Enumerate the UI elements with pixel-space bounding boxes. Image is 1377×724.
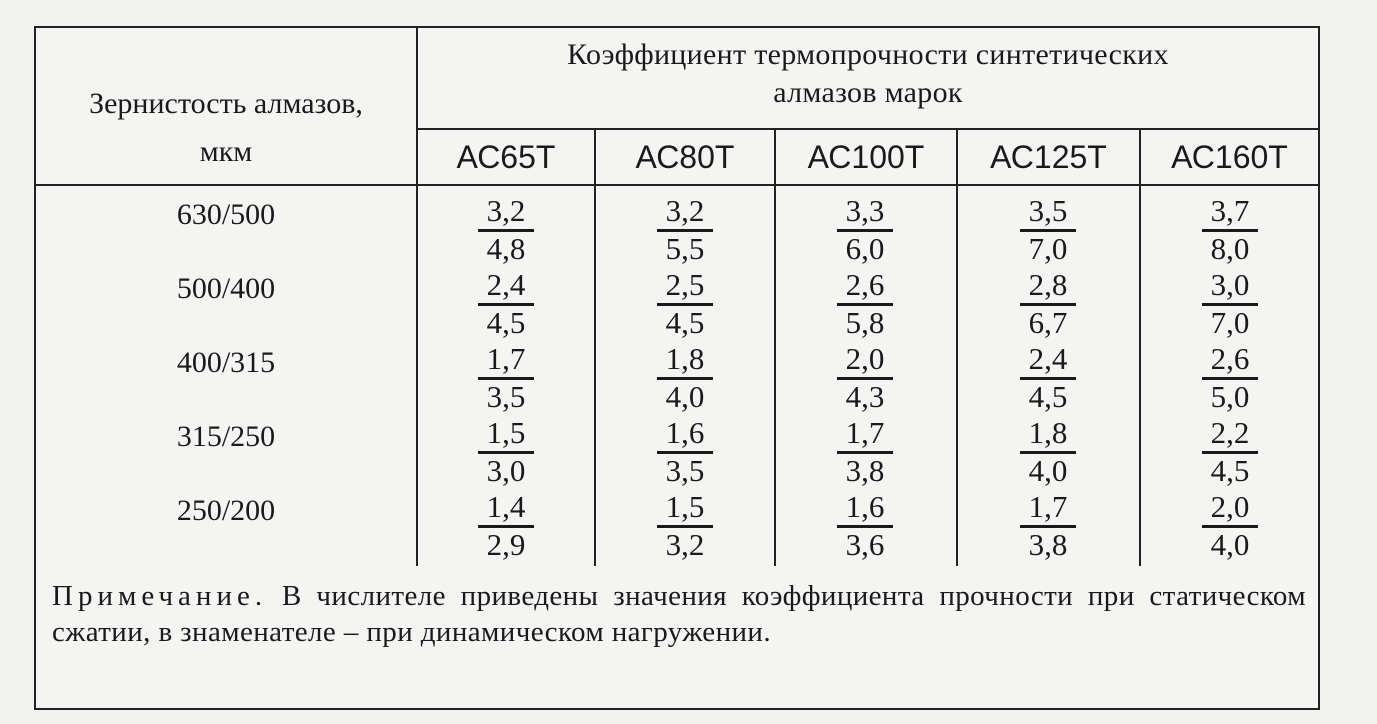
dynamic-strength-value: 7,0 <box>1028 231 1068 266</box>
dynamic-strength-value: 7,0 <box>1210 305 1250 340</box>
grade-header-ac80t: АС80Т <box>635 139 735 175</box>
dynamic-strength-value: 5,8 <box>845 305 885 340</box>
dynamic-strength-value: 3,2 <box>665 527 705 562</box>
table-note <box>52 578 1306 650</box>
dynamic-strength-value: 4,5 <box>1028 379 1068 414</box>
thermal-strength-table <box>36 28 1318 566</box>
dynamic-strength-value: 4,8 <box>486 231 526 266</box>
dynamic-strength-value: 4,3 <box>845 379 885 414</box>
row-header-line-1: Зернистость алмазов, <box>89 87 363 120</box>
grain-size-cell: 400/315 <box>176 346 276 379</box>
static-strength-value: 2,0 <box>845 341 885 376</box>
fraction-cell <box>476 342 536 414</box>
dynamic-strength-value: 5,5 <box>665 231 705 266</box>
dynamic-strength-value: 4,5 <box>1210 453 1250 488</box>
col-divider-1 <box>594 128 596 566</box>
grade-header-ac65t: АС65Т <box>456 139 556 175</box>
grain-size-cell: 630/500 <box>176 198 276 231</box>
note-text: В числителе приведены значения коэффициента прочности при статическом сжатии, в знаменателе – при динамическом нагружении. <box>52 580 1306 648</box>
group-header-line-1: Коэффициент термопрочности синтетических <box>567 38 1169 71</box>
fraction-cell <box>655 490 715 562</box>
static-strength-value: 3,3 <box>845 193 885 228</box>
col-divider-4 <box>1139 128 1141 566</box>
fraction-cell <box>476 194 536 266</box>
static-strength-value: 1,5 <box>665 489 705 524</box>
dynamic-strength-value: 3,0 <box>486 453 526 488</box>
static-strength-value: 3,7 <box>1210 193 1250 228</box>
static-strength-value: 1,6 <box>845 489 885 524</box>
static-strength-value: 1,7 <box>1028 489 1068 524</box>
static-strength-value: 1,7 <box>845 415 885 450</box>
grade-header-ac100t: АС100Т <box>807 139 925 175</box>
fraction-cell <box>835 268 895 340</box>
fraction-cell <box>835 490 895 562</box>
col-divider-2 <box>774 128 776 566</box>
static-strength-value: 3,2 <box>665 193 705 228</box>
static-strength-value: 1,4 <box>486 489 526 524</box>
static-strength-value: 2,4 <box>1028 341 1068 376</box>
row-header <box>36 80 416 176</box>
static-strength-value: 1,8 <box>665 341 705 376</box>
grain-size-cell: 315/250 <box>176 420 276 453</box>
fraction-cell <box>476 490 536 562</box>
fraction-cell <box>1018 194 1078 266</box>
fraction-cell <box>835 342 895 414</box>
fraction-cell <box>1200 490 1260 562</box>
grade-header-ac160t: АС160Т <box>1171 139 1288 175</box>
static-strength-value: 2,8 <box>1028 267 1068 302</box>
header-bottom-rule <box>36 184 1318 186</box>
dynamic-strength-value: 4,0 <box>1210 527 1250 562</box>
static-strength-value: 2,5 <box>665 267 705 302</box>
dynamic-strength-value: 6,7 <box>1028 305 1068 340</box>
grade-header-ac125t: АС125Т <box>990 139 1107 175</box>
dynamic-strength-value: 4,0 <box>1028 453 1068 488</box>
table-frame <box>34 26 1320 710</box>
dynamic-strength-value: 4,0 <box>665 379 705 414</box>
static-strength-value: 3,0 <box>1210 267 1250 302</box>
static-strength-value: 2,6 <box>845 267 885 302</box>
col-divider-3 <box>956 128 958 566</box>
dynamic-strength-value: 6,0 <box>845 231 885 266</box>
static-strength-value: 1,6 <box>665 415 705 450</box>
fraction-cell <box>1200 416 1260 488</box>
note-label: Примечание. <box>52 580 268 612</box>
static-strength-value: 2,2 <box>1210 415 1250 450</box>
fraction-cell <box>1018 268 1078 340</box>
fraction-cell <box>1018 490 1078 562</box>
static-strength-value: 1,5 <box>486 415 526 450</box>
fraction-cell <box>655 268 715 340</box>
static-strength-value: 1,8 <box>1028 415 1068 450</box>
fraction-cell <box>1200 268 1260 340</box>
fraction-cell <box>476 416 536 488</box>
dynamic-strength-value: 3,5 <box>486 379 526 414</box>
static-strength-value: 2,6 <box>1210 341 1250 376</box>
fraction-cell <box>835 194 895 266</box>
static-strength-value: 2,4 <box>486 267 526 302</box>
dynamic-strength-value: 3,8 <box>1028 527 1068 562</box>
dynamic-strength-value: 3,6 <box>845 527 885 562</box>
dynamic-strength-value: 4,5 <box>486 305 526 340</box>
static-strength-value: 3,5 <box>1028 193 1068 228</box>
fraction-cell <box>655 194 715 266</box>
static-strength-value: 3,2 <box>486 193 526 228</box>
fraction-cell <box>655 416 715 488</box>
static-strength-value: 2,0 <box>1210 489 1250 524</box>
dynamic-strength-value: 3,8 <box>845 453 885 488</box>
fraction-cell <box>1200 342 1260 414</box>
fraction-cell <box>655 342 715 414</box>
grain-size-cell: 500/400 <box>176 272 276 305</box>
fraction-cell <box>476 268 536 340</box>
fraction-cell <box>1018 342 1078 414</box>
fraction-cell <box>1200 194 1260 266</box>
row-header-line-2: мкм <box>199 135 253 168</box>
dynamic-strength-value: 5,0 <box>1210 379 1250 414</box>
dynamic-strength-value: 4,5 <box>665 305 705 340</box>
static-strength-value: 1,7 <box>486 341 526 376</box>
group-header <box>418 36 1318 112</box>
fraction-cell <box>1018 416 1078 488</box>
fraction-cell <box>835 416 895 488</box>
dynamic-strength-value: 8,0 <box>1210 231 1250 266</box>
grain-size-cell: 250/200 <box>176 494 276 527</box>
dynamic-strength-value: 3,5 <box>665 453 705 488</box>
group-header-line-2: алмазов марок <box>773 76 963 109</box>
dynamic-strength-value: 2,9 <box>486 527 526 562</box>
